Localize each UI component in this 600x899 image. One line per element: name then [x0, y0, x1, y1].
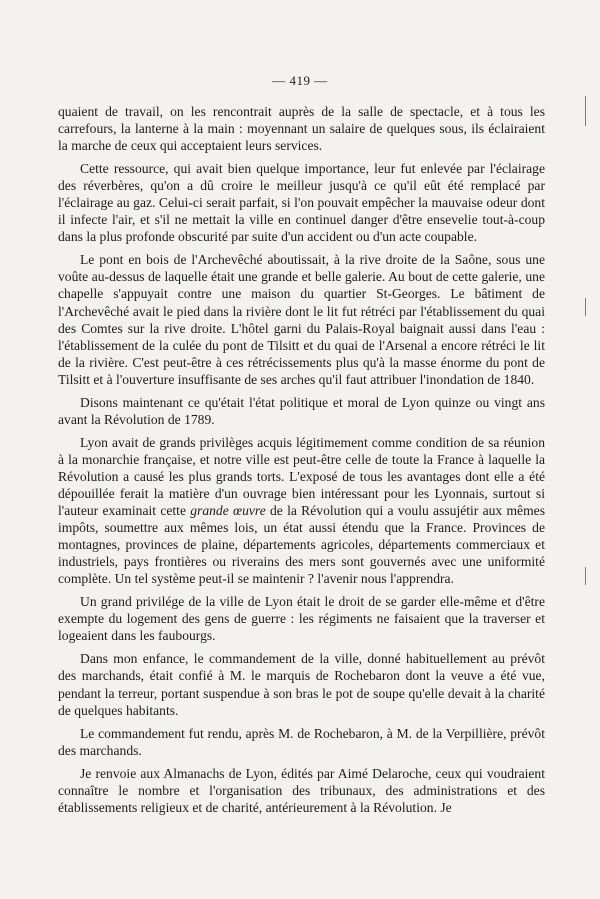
paragraph-p3 — [58, 251, 545, 387]
paragraph-p2 — [58, 160, 545, 245]
paragraph-p9 — [58, 765, 545, 816]
paragraph-text: Je renvoie aux Almanachs de Lyon, édités par Aimé Delaroche, ceux qui voudraient connaître le nombre et l'organisation des tribunaux, des administrations et des établissements religieux et de charité, antérieurement à la Révolution. Je — [58, 765, 545, 815]
paragraph-text: Lyon avait de grands privilèges acquis légitimement comme condition de sa réunion à la monarchie française, et notre ville est peut-être celle de toute la France à laquelle la Révolution a causé les plus grands torts. L'exposé de tous les avantages dont elle a été dépouillée ferait la matière d'un ouvrage bien intéressant pour les Lyonnais, surtout si l'auteur examinait cette — [58, 434, 545, 519]
margin-line — [585, 298, 586, 316]
margin-line — [585, 567, 586, 585]
paragraph-text: Le pont en bois de l'Archevêché aboutissait, à la rive droite de la Saône, sous une voûte au-dessus de laquelle était une grande et belle galerie. Au bout de cette galerie, une chapelle s'appuyait contre une maison du quartier St-Georges. Le bâtiment de l'Archevêché avait le pied dans la rivière dont le lit fut rétréci par l'établissement du quai des Comtes sur la rive droite. L'hôtel garni du Palais-Royal baignait aussi dans l'eau : l'établissement de la culée du pont de Tilsitt et du quai de l'Arsenal a encore rétréci le lit de la rivière. C'est peut-être à ces rétrécissements plus qu'à la masse énorme du pont de Tilsitt et à l'ouverture insuffisante de ses arches qu'il faut attribuer l'inondation de 1840. — [58, 252, 545, 387]
paragraph-p7 — [58, 650, 545, 718]
italic-phrase: grande œuvre — [190, 503, 266, 519]
paragraph-text: Cette ressource, qui avait bien quelque importance, leur fut enlevée par l'éclairage des réverbères, qu'on a dû croire le meilleur jusqu'à ce qu'il eût été remplacé par l'éclairage au gaz. Celui-ci serait parfait, si l'on pouvait empêcher la mauvaise odeur dont il infecte l'air, et s'il ne mettait la ville en continuel danger d'être ensevelie tout-à-coup dans la plus profonde obscurité par suite d'un accident ou d'un acte coupable. — [58, 161, 545, 245]
paragraph-text: Dans mon enfance, le commandement de la ville, donné habituellement au prévôt des marchands, était confié à M. le marquis de Rochebaron dont la veuve a été vue, pendant la terreur, portant suspendue à son bras le pot de soupe qu'elle devait à la charité de quelques habitants. — [58, 651, 545, 718]
paragraph-p4 — [58, 394, 545, 428]
paragraph-text: Le commandement fut rendu, après M. de Rochebaron, à M. de la Verpillière, prévôt des marchands. — [58, 725, 545, 758]
paragraph-p8 — [58, 725, 545, 759]
paragraph-text: Un grand privilége de la ville de Lyon était le droit de se garder elle-même et d'être exempte du logement des gens de guerre : les régiments ne faisaient que la traverser et logeaient dans les faubourgs. — [58, 594, 545, 644]
paragraph-p5 — [58, 434, 545, 587]
paragraph-p1 — [58, 103, 545, 154]
body-text — [58, 103, 545, 822]
paragraph-text: Disons maintenant ce qu'était l'état politique et moral de Lyon quinze ou vingt ans avant la Révolution de 1789. — [58, 394, 545, 427]
page-number: — 419 — — [272, 73, 328, 88]
margin-line — [585, 96, 586, 126]
paragraph-text: de la Révolution qui a voulu assujétir aux mêmes impôts, soumettre aux mêmes lois, un état aussi étendu que la France. Provinces de montagnes, provinces de plaine, départements agricoles, départements commerciaux et industriels, pays frontières ou riverains des mers sont gouvernés avec une uniformité complète. Un tel système peut-il se maintenir ? l'avenir nous l'apprendra. — [58, 503, 545, 587]
paragraph-p6 — [58, 593, 545, 644]
paragraph-text: quaient de travail, on les rencontrait auprès de la salle de spectacle, et à tous les carrefours, la lanterne à la main : moyennant un salaire de quelques sous, ils éclairaient la marche de ceux qui acceptaient leurs services. — [58, 104, 545, 154]
